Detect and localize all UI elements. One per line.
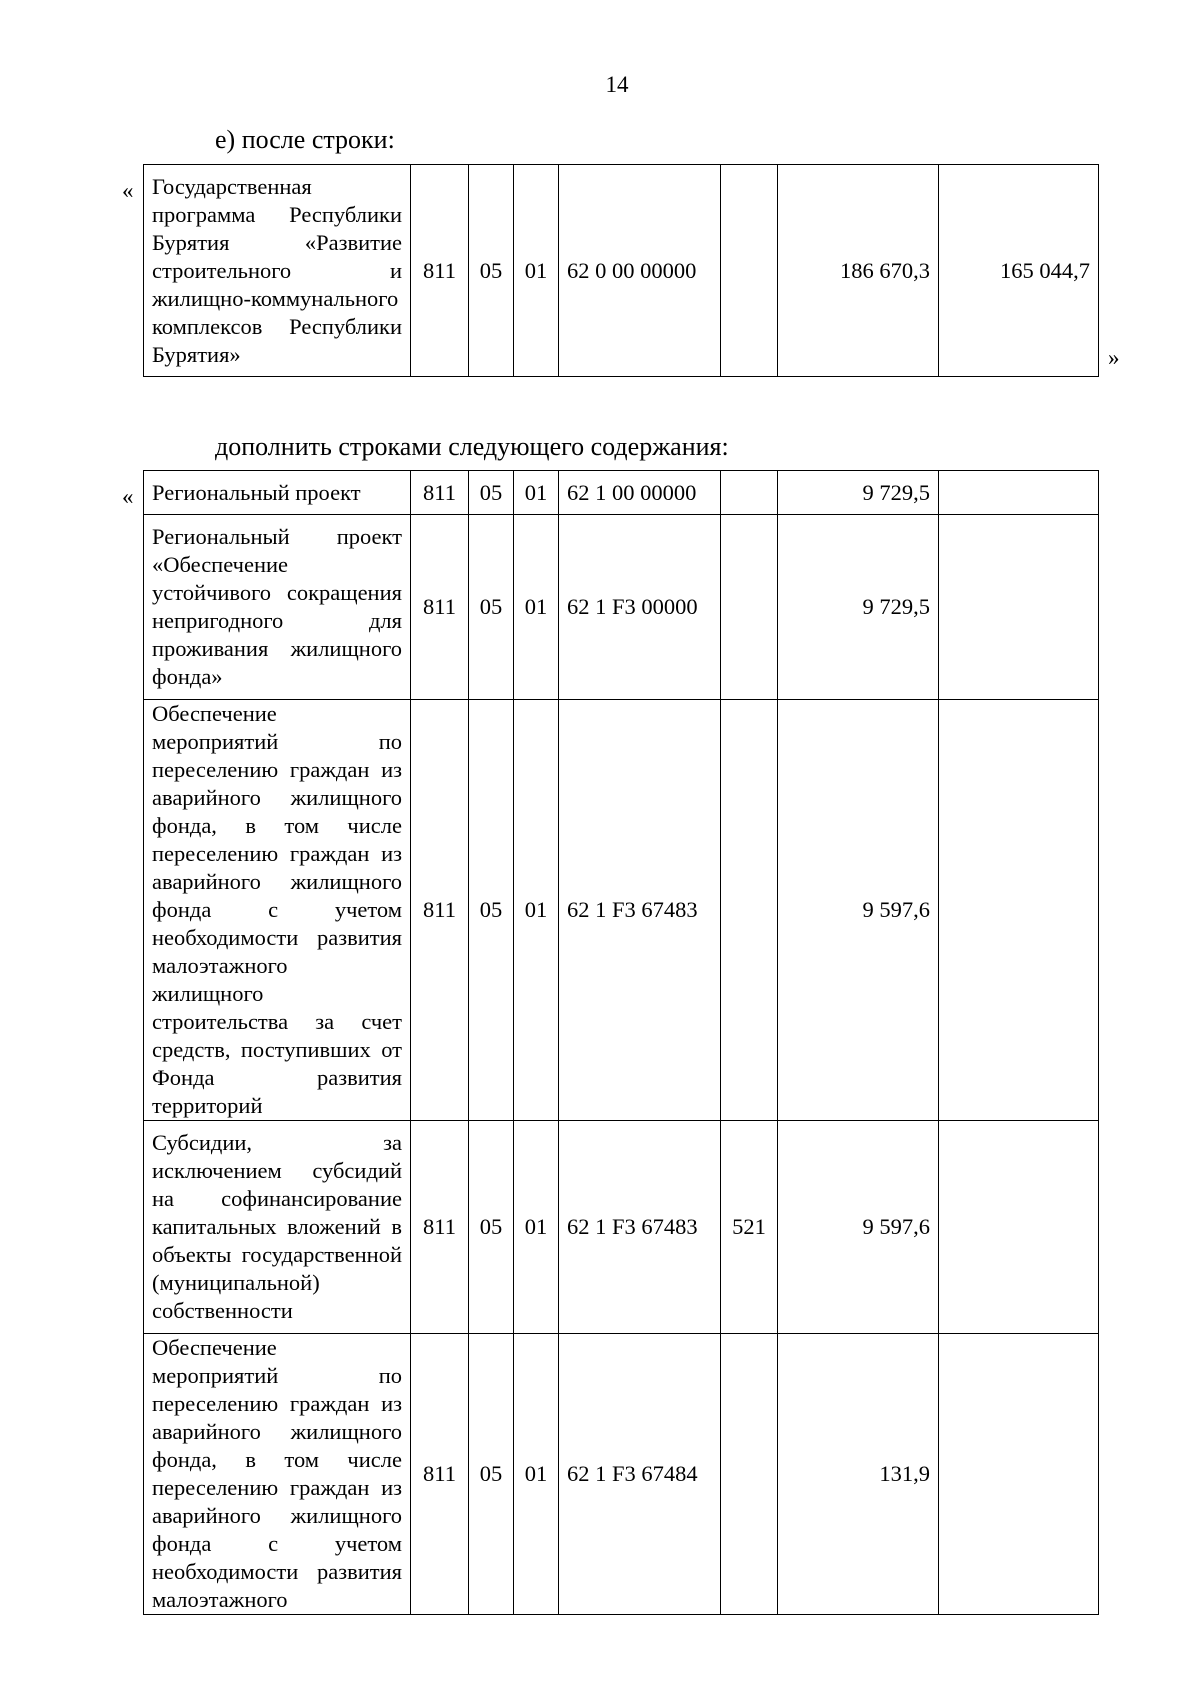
- amount-1: 9 597,6: [778, 1121, 939, 1334]
- subsection-code: 01: [514, 1121, 559, 1334]
- amount-2: [939, 700, 1099, 1121]
- row-name: Субсидии, за исключением субсидий на софинансирование капитальных вложений в объекты государственной (муниципальной) собственности: [144, 1121, 411, 1334]
- intro-add-rows: дополнить строками следующего содержания:: [215, 432, 729, 461]
- open-quote-2: «: [122, 484, 134, 509]
- section-code: 05: [469, 1334, 514, 1615]
- table-row: [144, 515, 1099, 700]
- target-article: 62 0 00 00000: [559, 165, 721, 377]
- target-article: 62 1 00 00000: [559, 471, 721, 515]
- table-new-rows: [143, 470, 1099, 1615]
- target-article: 62 1 F3 00000: [559, 515, 721, 700]
- amount-2: [939, 471, 1099, 515]
- table-row: [144, 471, 1099, 515]
- expense-type: [721, 165, 778, 377]
- close-quote: »: [1108, 345, 1120, 370]
- table-existing-row: [143, 164, 1099, 377]
- section-code: 05: [469, 471, 514, 515]
- intro-after-row: е) после строки:: [215, 125, 395, 154]
- amount-1: 9 729,5: [778, 471, 939, 515]
- target-article: 62 1 F3 67483: [559, 700, 721, 1121]
- amount-1: 9 597,6: [778, 700, 939, 1121]
- table-row: [144, 165, 1099, 377]
- amount-1: 9 729,5: [778, 515, 939, 700]
- row-name: Обеспечение мероприятий по переселению граждан из аварийного жилищного фонда, в том числе переселению граждан из аварийного жилищного фонда с учетом необходимости развития малоэтажного жилищного строительства за счет средств, поступивших от Фонда развития территорий: [144, 700, 411, 1121]
- section-code: 05: [469, 515, 514, 700]
- expense-type: [721, 1334, 778, 1615]
- section-code: 05: [469, 165, 514, 377]
- subsection-code: 01: [514, 165, 559, 377]
- ministry-code: 811: [411, 515, 469, 700]
- subsection-code: 01: [514, 1334, 559, 1615]
- table-row: [144, 1334, 1099, 1615]
- section-code: 05: [469, 700, 514, 1121]
- open-quote: «: [122, 178, 134, 203]
- page-number: 14: [605, 72, 629, 97]
- ministry-code: 811: [411, 1334, 469, 1615]
- amount-2: [939, 1121, 1099, 1334]
- ministry-code: 811: [411, 471, 469, 515]
- expense-type: [721, 471, 778, 515]
- amount-1: 186 670,3: [778, 165, 939, 377]
- table-row: [144, 1121, 1099, 1334]
- amount-1: 131,9: [778, 1334, 939, 1615]
- amount-2: [939, 1334, 1099, 1615]
- row-name: Региональный проект: [144, 471, 411, 515]
- row-name: Государственная программа Республики Бурятия «Развитие строительного и жилищно-коммунального комплексов Республики Бурятия»: [144, 165, 411, 377]
- subsection-code: 01: [514, 515, 559, 700]
- target-article: 62 1 F3 67483: [559, 1121, 721, 1334]
- target-article: 62 1 F3 67484: [559, 1334, 721, 1615]
- row-name: Обеспечение мероприятий по переселению граждан из аварийного жилищного фонда, в том числе переселению граждан из аварийного жилищного фонда с учетом необходимости развития малоэтажного: [144, 1334, 411, 1615]
- section-code: 05: [469, 1121, 514, 1334]
- expense-type: [721, 700, 778, 1121]
- table-row: [144, 700, 1099, 1121]
- amount-2: 165 044,7: [939, 165, 1099, 377]
- expense-type: [721, 515, 778, 700]
- subsection-code: 01: [514, 471, 559, 515]
- amount-2: [939, 515, 1099, 700]
- subsection-code: 01: [514, 700, 559, 1121]
- ministry-code: 811: [411, 165, 469, 377]
- ministry-code: 811: [411, 1121, 469, 1334]
- ministry-code: 811: [411, 700, 469, 1121]
- expense-type: 521: [721, 1121, 778, 1334]
- row-name: Региональный проект «Обеспечение устойчивого сокращения непригодного для проживания жилищного фонда»: [144, 515, 411, 700]
